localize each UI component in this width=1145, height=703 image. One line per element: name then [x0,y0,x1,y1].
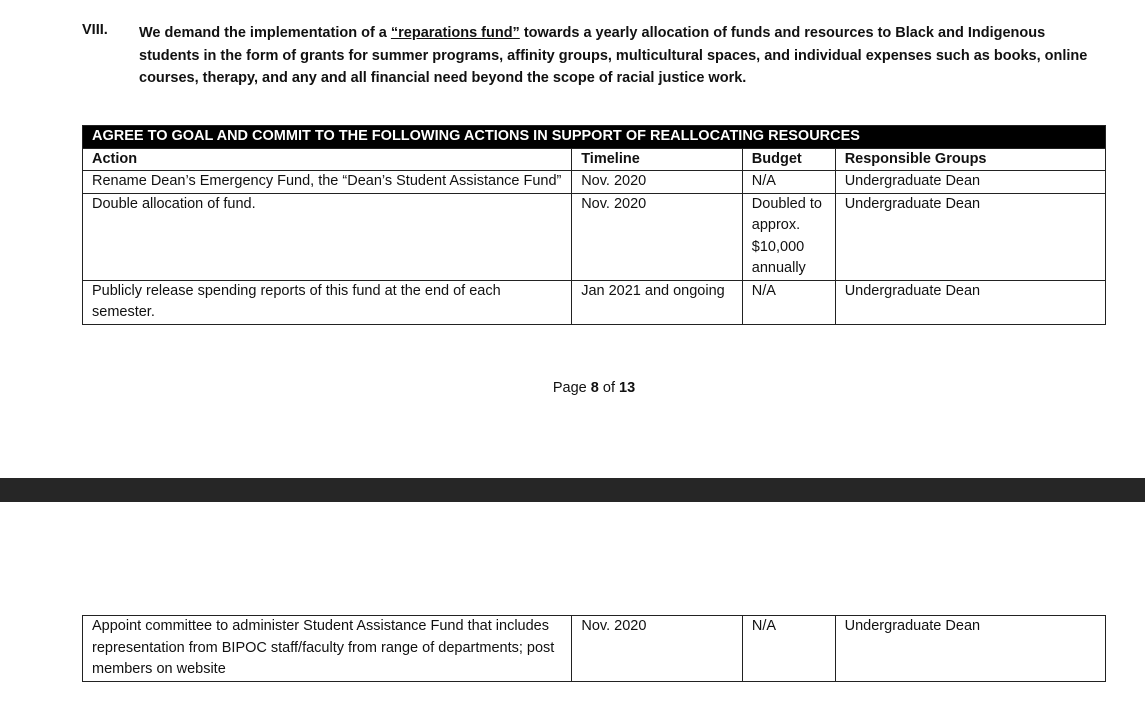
page-current: 8 [590,380,599,396]
cell-timeline: Nov. 2020 [572,193,743,280]
demand-text-before: We demand the implementation of a [139,25,391,41]
table-header-row [83,148,1106,171]
cell-timeline: Nov. 2020 [572,171,743,194]
page-sep: of [602,380,615,396]
table-row [83,280,1106,324]
actions-table [82,125,1106,325]
demand-text-after: towards a yearly allocation of funds and resources to Black and Indigenous students in the form of grants for summer programs, affinity groups, multicultural spaces, and individual expenses such as books, online courses, therapy, and any and all financial need beyond the scope of racial justice work. [139,25,1088,86]
cell-budget: N/A [742,280,835,324]
table-row [83,616,1106,682]
cell-timeline: Nov. 2020 [572,616,742,682]
page-number [0,380,1145,396]
table-row [83,171,1106,194]
cell-group: Undergraduate Dean [835,171,1105,194]
cell-group: Undergraduate Dean [835,616,1105,682]
page-separator [0,478,1145,502]
table-row [83,193,1106,280]
cell-budget: N/A [742,171,835,194]
header-responsible-groups: Responsible Groups [835,148,1105,171]
cell-group: Undergraduate Dean [835,193,1105,280]
demand-highlight: “reparations fund” [390,25,520,41]
demand-number: VIII. [82,22,108,38]
cell-action: Rename Dean’s Emergency Fund, the “Dean’s Student Assistance Fund” [83,171,572,194]
page-prefix: Page [552,380,587,396]
actions-table-continued [82,615,1106,682]
cell-budget: Doubled to approx. $10,000 annually [742,193,835,280]
header-timeline: Timeline [572,148,743,171]
cell-action: Publicly release spending reports of this fund at the end of each semester. [83,280,572,324]
cell-timeline: Jan 2021 and ongoing [572,280,743,324]
table-banner-row [83,126,1106,149]
header-budget: Budget [742,148,835,171]
cell-action: Double allocation of fund. [83,193,572,280]
demand-text [139,22,1109,90]
table-banner: AGREE TO GOAL AND COMMIT TO THE FOLLOWING ACTIONS IN SUPPORT OF REALLOCATING RESOURCES [83,126,1106,149]
header-action: Action [83,148,572,171]
page-total: 13 [619,380,636,396]
cell-action: Appoint committee to administer Student Assistance Fund that includes representation from BIPOC staff/faculty from range of departments; post members on website [83,616,572,682]
cell-group: Undergraduate Dean [835,280,1105,324]
cell-budget: N/A [742,616,835,682]
